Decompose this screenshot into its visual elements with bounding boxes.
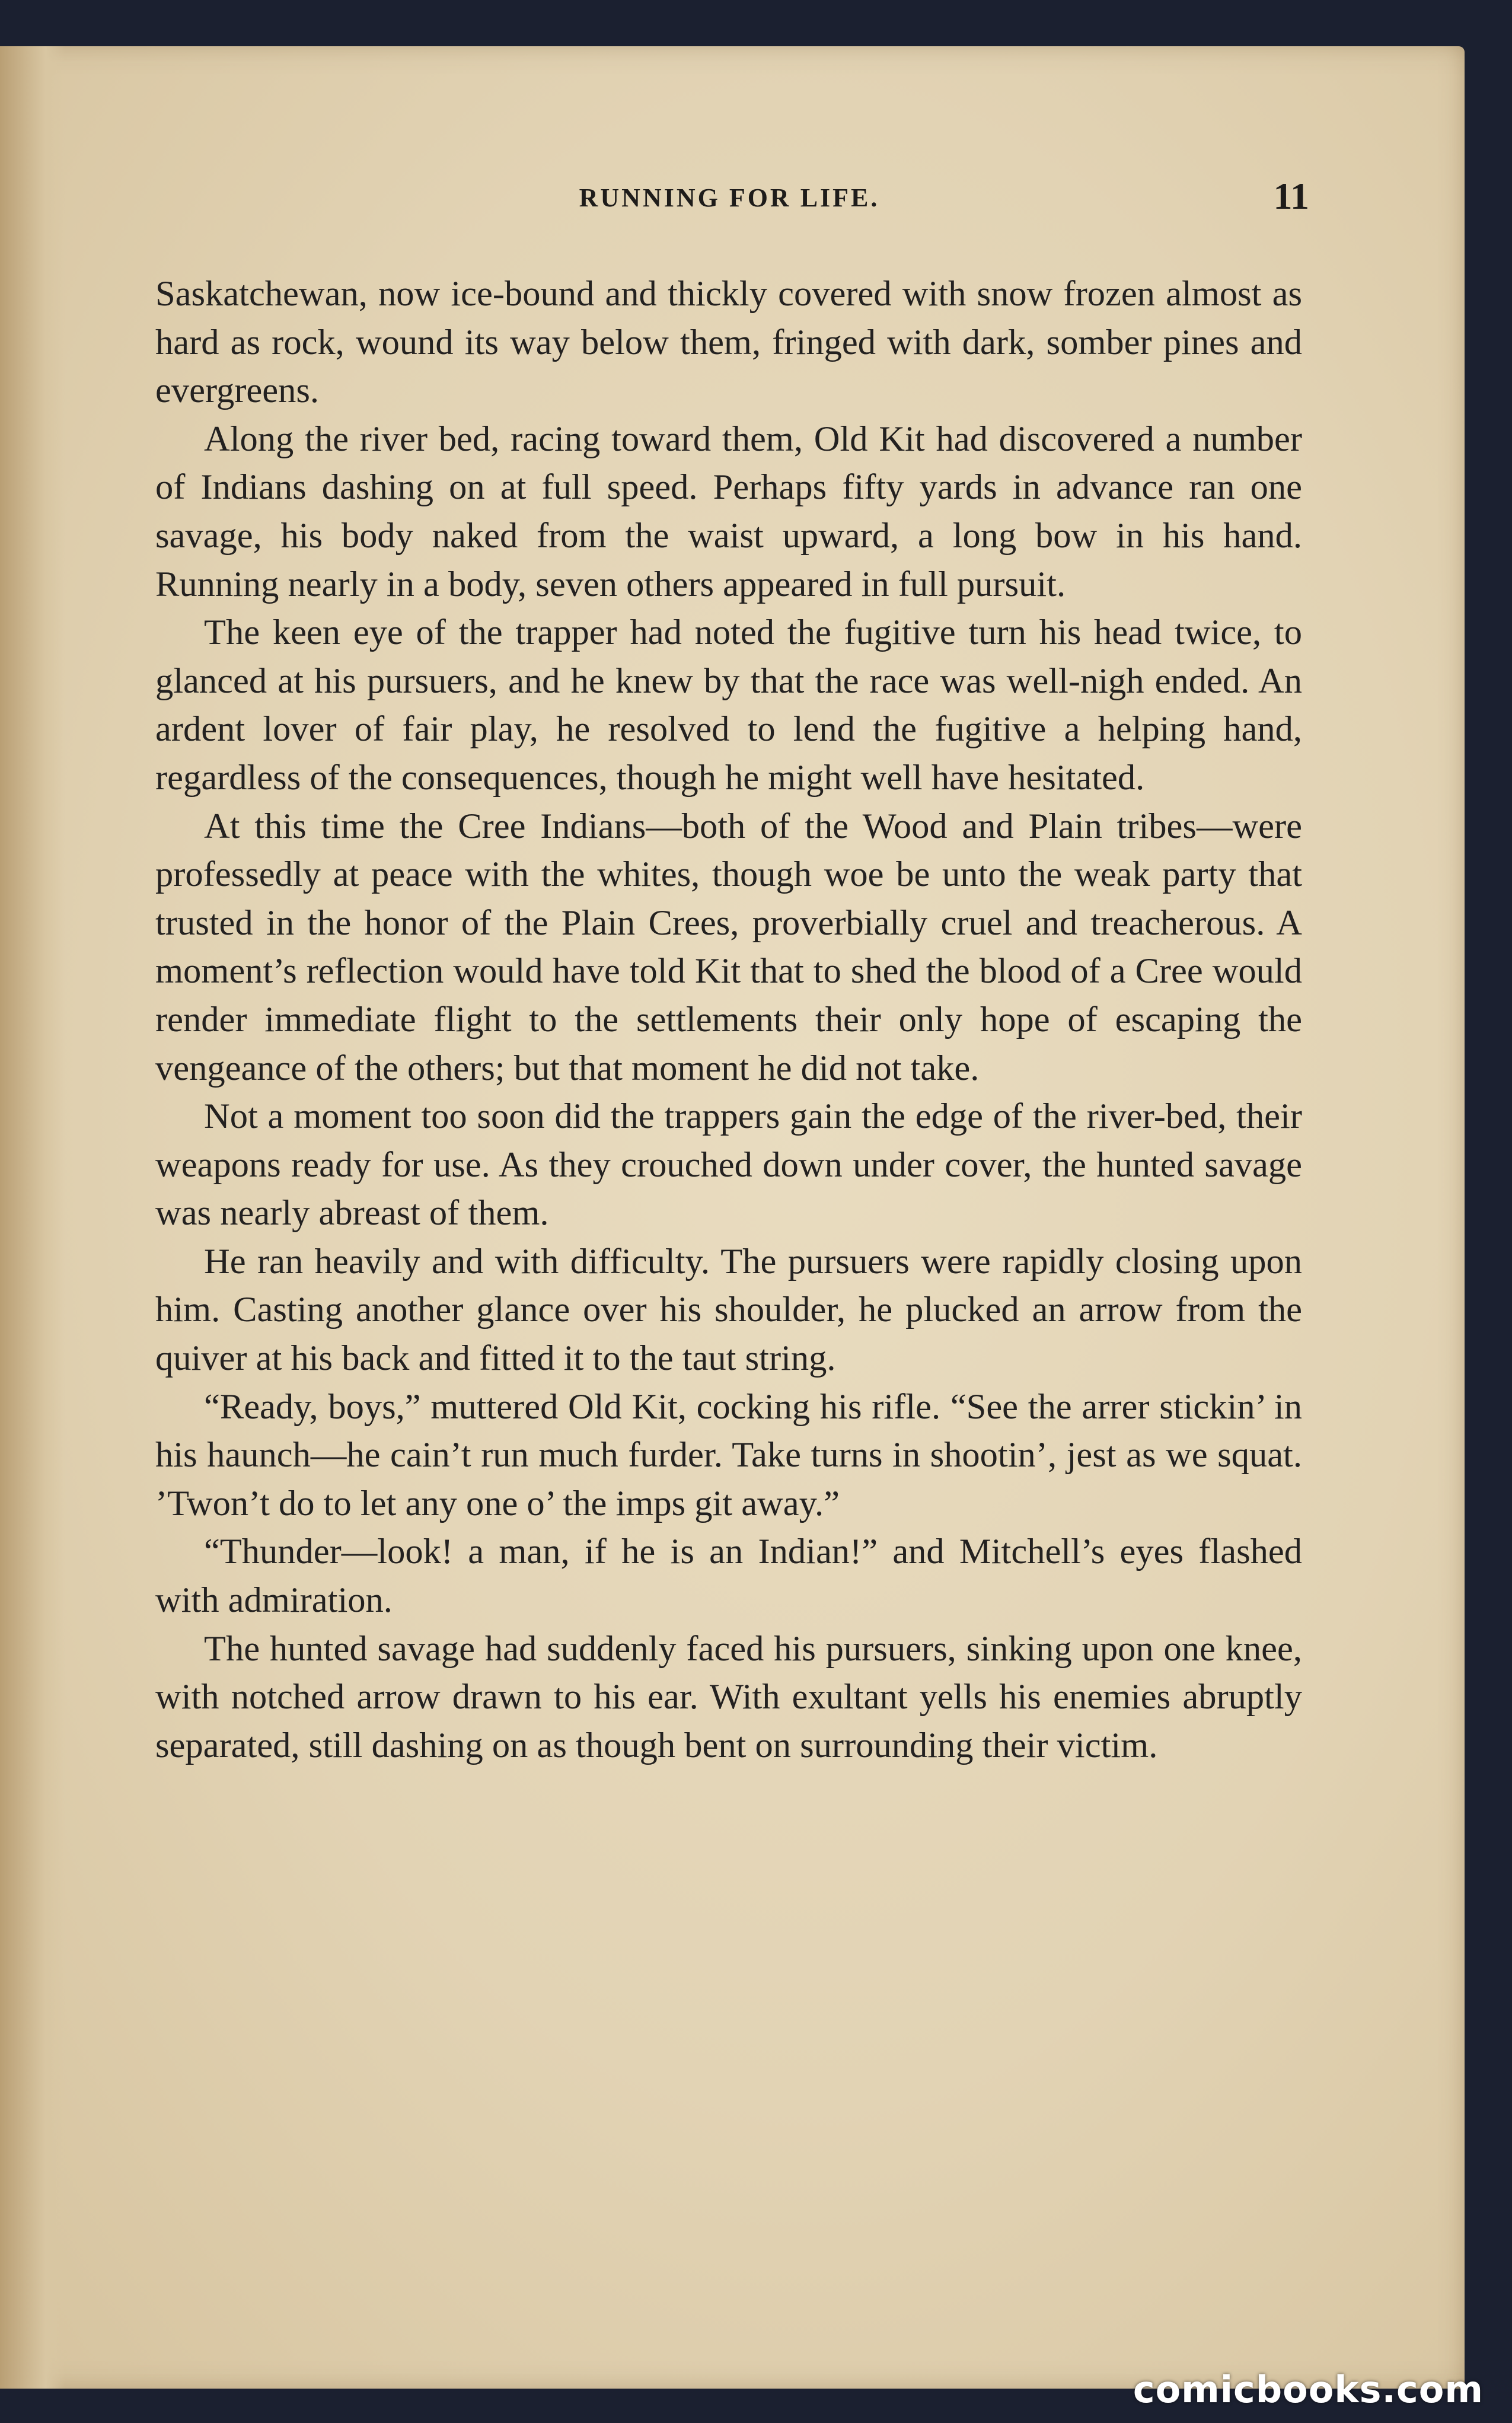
page-gutter (0, 46, 65, 2389)
paragraph: “Thunder—look! a man, if he is an Indian!” and Mitchell’s eyes flashed with admiration. (155, 1532, 1302, 1621)
paragraph: At this time the Cree Indians—both of the Wood and Plain tribes—were professedly at peace with the whites, though woe be unto the weak party that trusted in the honor of the Plain Crees, proverbially cruel and treacherous. A moment’s reflection would have told Kit that to shed the blood of a Cree would render immediate flight to the settlements their only hope of escaping the vengeance of the others; but that moment he did not take. (155, 806, 1302, 1088)
paragraph: The hunted savage had suddenly faced his pursuers, sinking upon one knee, with notched arrow drawn to his ear. With exultant yells his enemies abruptly separated, still dashing on as though bent on surrounding their victim. (155, 1628, 1302, 1765)
paragraph: He ran heavily and with difficulty. The pursuers were rapidly closing upon him. Casting another glance over his shoulder, he plucked an arrow from the quiver at his back and fitted it to the taut string. (155, 1241, 1302, 1379)
paragraph: Saskatchewan, now ice-bound and thickly covered with snow frozen almost as hard as rock, wound its way below them, fringed with dark, somber pines and evergreens. (155, 274, 1302, 411)
watermark: comicbooks.com (1133, 2368, 1484, 2411)
paragraph: Along the river bed, racing toward them, Old Kit had discovered a number of Indians dashing on at full speed. Perhaps fifty yards in advance ran one savage, his body naked from the waist upward, a long bow in his hand. Running nearly in a body, seven others appeared in full pursuit. (155, 419, 1302, 604)
running-title: RUNNING FOR LIFE. (579, 183, 880, 212)
page-number: 11 (1273, 175, 1309, 217)
paragraph: The keen eye of the trapper had noted the fugitive turn his head twice, to glanced at his pursuers, and he knew by that the race was well-nigh ended. An ardent lover of fair play, he resolved to lend the fugitive a helping hand, regardless of the consequences, though he might well have hesitated. (155, 613, 1302, 798)
paragraph: Not a moment too soon did the trappers gain the edge of the river-bed, their weapons ready for use. As they crouched down under cover, the hunted savage was nearly abreast of them. (155, 1096, 1302, 1233)
body-text (155, 270, 1302, 1770)
paragraph: “Ready, boys,” muttered Old Kit, cocking his rifle. “See the arrer stickin’ in his haunch—he cain’t run much furder. Take turns in shootin’, jest as we squat. ’Twon’t do to let any one o’ the imps git away.” (155, 1386, 1302, 1523)
